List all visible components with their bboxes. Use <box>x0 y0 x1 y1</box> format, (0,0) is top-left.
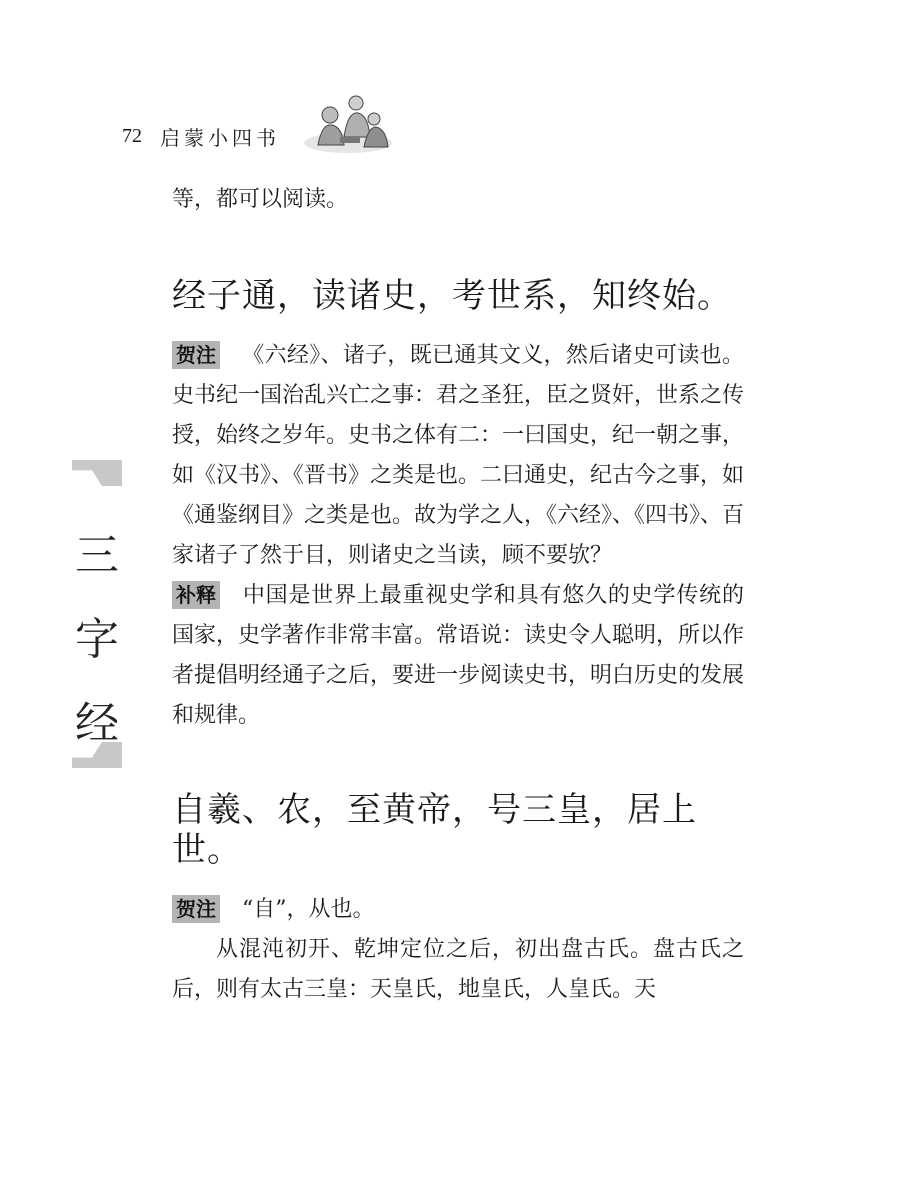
intro-text: 等，都可以阅读。 <box>172 187 349 212</box>
he-note-2 <box>172 890 744 930</box>
scholars-illustration-icon <box>300 93 396 157</box>
section-side-tab <box>72 460 122 768</box>
he-note-text: “自”，从也。 <box>242 897 375 922</box>
tab-top-bar <box>72 460 122 486</box>
side-tab-char: 三 <box>75 530 119 581</box>
side-tab-title <box>72 514 122 766</box>
he-note-1 <box>172 336 744 576</box>
page-content <box>172 180 744 1010</box>
side-tab-char: 字 <box>75 614 119 665</box>
he-note-label: 贺注 <box>172 895 220 923</box>
page-header <box>122 118 396 154</box>
bu-note-label: 补释 <box>172 581 220 609</box>
bu-note-1 <box>172 576 744 736</box>
bu-note-text: 中国是世界上最重视史学和具有悠久的史学传统的国家，史学著作非常丰富。常语说：读史令人聪明，所以作者提倡明经通子之后，要进一步阅读史书，明白历史的发展和规律。 <box>172 583 745 728</box>
he-note-text: 《六经》、诸子，既已通其文义，然后诸史可读也。史书纪一国治乱兴亡之事：君之圣狂，臣之贤奸，世系之传授，始终之岁年。史书之体有二：一曰国史，纪一朝之事，如《汉书》、《晋书》之类是也。二曰通史，纪古今之事，如《通鉴纲目》之类是也。故为学之人，《六经》、《四书》、百家诸子了然于目，则诸史之当读，顾不要欤？ <box>172 343 745 568</box>
verse-2: 自羲、农，至黄帝，号三皇，居上世。 <box>172 790 697 870</box>
book-title: 启蒙小四书 <box>160 125 280 150</box>
page-number: 72 <box>122 124 142 147</box>
he-note-label: 贺注 <box>172 341 220 369</box>
section2-body: 从混沌初开、乾坤定位之后，初出盘古氏。盘古氏之后，则有太古三皇：天皇氏，地皇氏，人皇氏。天 <box>172 937 744 1002</box>
side-tab-char: 经 <box>75 698 119 749</box>
verse-1: 经子通，读诸史，考世系，知终始。 <box>172 276 732 316</box>
